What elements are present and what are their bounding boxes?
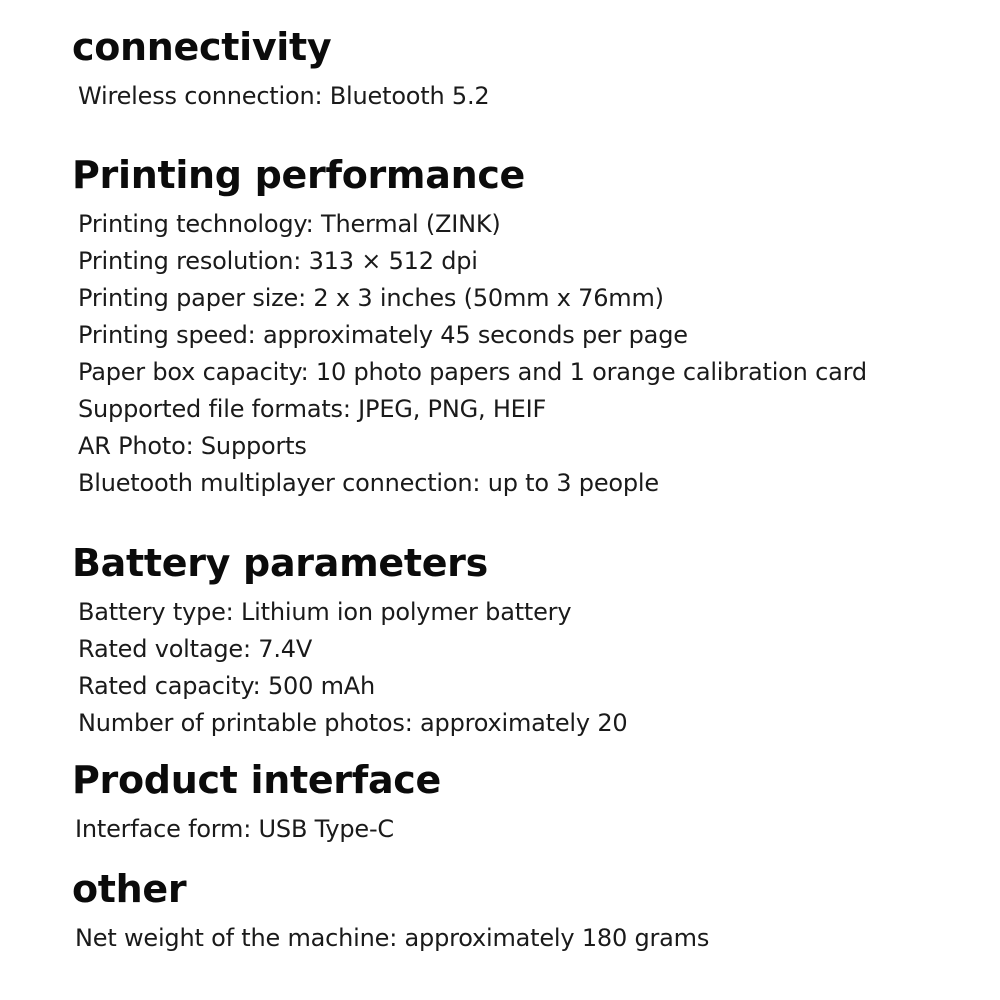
spec-line: Printing technology: Thermal (ZINK) — [78, 210, 501, 238]
section-heading: Printing performance — [72, 153, 526, 197]
section-heading: other — [72, 867, 187, 911]
spec-line: Rated capacity: 500 mAh — [78, 672, 376, 700]
spec-line: Battery type: Lithium ion polymer battery — [78, 598, 572, 626]
spec-list — [78, 78, 490, 115]
spec-line: Printing speed: approximately 45 seconds per page — [78, 321, 688, 349]
section-heading: Product interface — [72, 758, 441, 802]
section-heading: connectivity — [72, 25, 332, 69]
spec-line: Rated voltage: 7.4V — [78, 635, 313, 663]
spec-line: AR Photo: Supports — [78, 432, 307, 460]
spec-line: Interface form: USB Type-C — [75, 815, 394, 843]
spec-line: Supported file formats: JPEG, PNG, HEIF — [78, 395, 547, 423]
spec-line: Net weight of the machine: approximately 180 grams — [75, 924, 710, 952]
spec-line: Bluetooth multiplayer connection: up to 3 people — [78, 469, 659, 497]
spec-line: Number of printable photos: approximately 20 — [78, 709, 628, 737]
spec-list — [78, 206, 867, 502]
spec-line: Wireless connection: Bluetooth 5.2 — [78, 82, 490, 110]
spec-line: Printing resolution: 313 × 512 dpi — [78, 247, 478, 275]
spec-line: Printing paper size: 2 x 3 inches (50mm x 76mm) — [78, 284, 664, 312]
spec-list — [75, 920, 709, 957]
spec-list — [78, 594, 627, 742]
section-heading: Battery parameters — [72, 541, 488, 585]
spec-list — [75, 811, 394, 848]
spec-line: Paper box capacity: 10 photo papers and 1 orange calibration card — [78, 358, 867, 386]
